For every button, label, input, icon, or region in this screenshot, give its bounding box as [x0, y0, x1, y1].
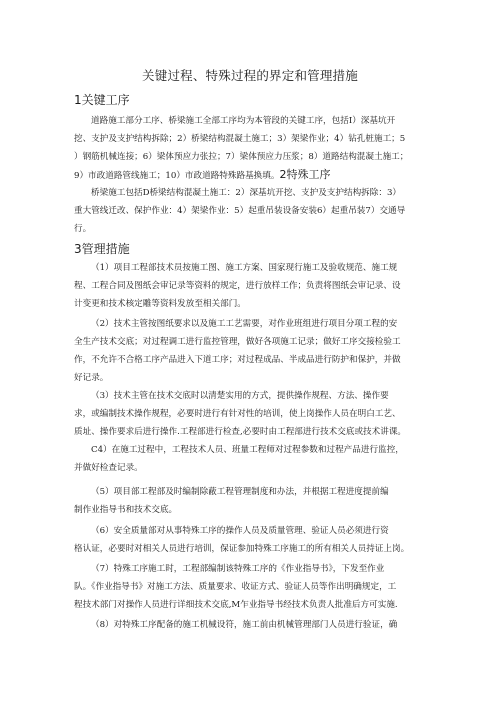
text-line: 全生产技术交底；对过程调工进行监控管理，做好各项施工记录；做好工序交接检验工 — [74, 337, 401, 347]
text-line: （3）技术主管在技术交底时以清楚实用的方式，提供操作规程、方法、操作要 — [91, 391, 389, 401]
section-heading-key-process: 1关键工序 — [74, 93, 130, 107]
text-line: 制作业指导书和技术交底。 — [74, 505, 178, 515]
document-title: 关键过程、特殊过程的界定和管理措施 — [142, 68, 358, 83]
text-line: （1）项目工程部技术员按施工图、施工方案、国家现行施工及验收规范、施工规 — [91, 263, 398, 273]
text-line: 道路施工部分工序、桥梁施工全部工序均为本管段的关键工序，包括I）深基坑开 — [91, 116, 396, 126]
text-line: 质址、操作要求后进行操作.工程部进行检查,必要时由工程部进行技术交底或技术讲课。 — [74, 427, 407, 437]
section-heading-special-process: 2特殊工序 — [279, 168, 331, 181]
text-line: 好记录。 — [74, 373, 109, 383]
paragraph-measure-2 — [74, 315, 434, 387]
text-line: 队。《作业指导书》对施工方法、质量要求、收证方式、验证人员等作出明确规定，工 — [74, 582, 397, 592]
text-fragment: 9）市政道路管线施工；10）市政道路特殊路基换填。 — [74, 171, 280, 181]
text-line: 行。 — [74, 224, 92, 234]
text-line: C4）在施工过程中，工程技术人员、班量工程师对过程参数和过程产品进行监控， — [91, 445, 404, 455]
text-line: （2）技术主管按图纸要求以及施工工艺需要，对作业班组进行项目分项工程的安 — [91, 319, 398, 329]
paragraph-special-process — [74, 184, 434, 238]
text-line: 桥梁施工包括D桥梁结构混凝土施工：2）深基坑开挖、支护及支护结构拆除：3） — [91, 188, 402, 198]
paragraph-key-process — [74, 112, 434, 185]
text-line: ）钢筋机械连接；6）梁体预应力张拉；7）梁体预应力压浆；8）道路结构混凝土施工； — [74, 152, 409, 162]
text-line: 计变更和技术核定雕等资料发放至相关部门。 — [74, 299, 246, 309]
text-line: 并做好检查记录。 — [74, 463, 143, 473]
text-line: （7）特殊工序施工时，工程部编制该特殊工序的《作业指导书》，下发至作业 — [91, 564, 385, 574]
text-line: 作，不允许不合格工序产品进入下道工序；对过程成品、半成品进行防护和保护，并做 — [74, 355, 401, 365]
text-line: 格认证，必要时对相关人员进行培训，保证参加特殊工序施工的所有相关人员持证上岗。 — [74, 544, 410, 554]
text-line: （5）项目部工程部及时编制除蔽工程管理制度和办法，并根据工程进度提前编 — [91, 487, 389, 497]
text-line: 求，或编制技术操作规程，必要时进行有针对性的培训，使上岗操作人员在明白工艺、 — [74, 409, 401, 419]
text-line: 程、工程合同及图纸会审记录等资料的规定，进行放样工作；负责将图纸会审记录、设 — [74, 281, 401, 291]
paragraph-measure-5 — [74, 483, 434, 519]
paragraph-measure-8 — [74, 616, 434, 634]
text-line — [74, 166, 434, 185]
paragraph-measure-6 — [74, 522, 434, 558]
paragraph-measure-1 — [74, 259, 434, 313]
text-line: （6）安全质量部对从事特殊工序的操作人员及质量管理、验证人员必须进行资 — [91, 526, 389, 536]
text-line: 挖、支护及支护结构拆除；2）桥梁结构混凝土施工；3）架梁作业；4）钻孔桩施工；5 — [74, 134, 406, 144]
text-line: 重大管线迁改、保护作业：4）架梁作业：5）起重吊装设备安装6）起重吊装7）交通导 — [74, 206, 406, 216]
paragraph-measure-4 — [74, 441, 434, 477]
section-heading-measures: 3管理措施 — [74, 242, 130, 256]
text-line: 程技术部门对操作人员进行详细技术交底,M乍业指导书经技术负责人批准后方可实施. — [74, 600, 398, 610]
paragraph-measure-3 — [74, 387, 434, 441]
paragraph-measure-7 — [74, 560, 434, 614]
text-line: （8）对特殊工序配备的施工机械设符，施工前由机械管理部门人员进行验证，确 — [91, 620, 398, 630]
